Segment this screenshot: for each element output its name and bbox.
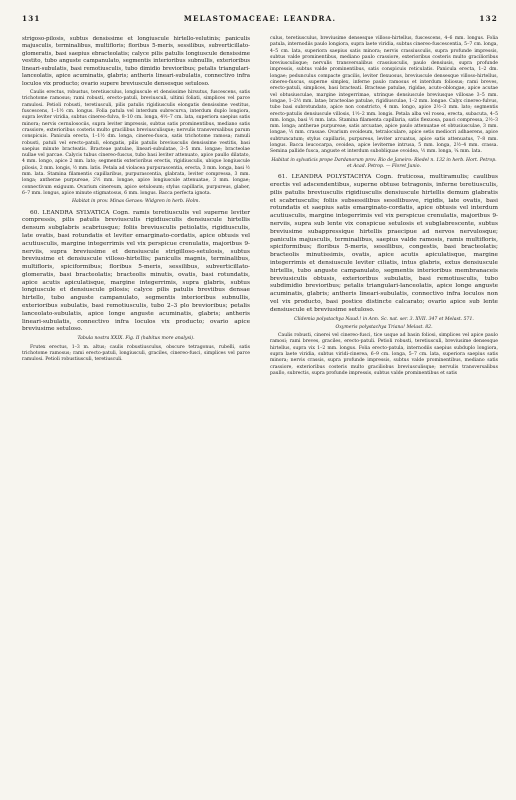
synonym-1: Clidemia polystachya Naud.! in Ann. Sc. nat. ser. 3. XVII. 347 et Melast. 571. xyxy=(294,316,474,322)
habitat-note: Habitat in prov. Minas Geraes: Widgren in herb. Holm. xyxy=(72,199,200,205)
species-description-detail: Caulis erectus, robustus, teretiusculus, longiuscule et densissime hirsutus, fuscescens, satis trichotome ramosus; rami robusti, erecto-patuli, breviusculi, ultimi foliati, simplices vel parce ramulosi. Petioli robusti, teretiusculi, pilis patulis rigidiusculis elongatis densissime vestitus, fuscescens, 1–1½ cm. longus. Folia patula vel interdum subrecurva, interdum duplo longiora, supra leviter viridia, subtus cinereo-fulva, 8–10 cm. longa, 4½–7 cm. lata, superiora saepius satis minora; nervis cernulosociis, supra leviter impressis, subtus satis prominentibus, mediano satis crassiore, exterioribus costeris multo gracilibus breviusculisque; nervulis transversalibus parum conspicuis. Panicula erecta, 1–1½ dm. longa, cinereo-fusca, satis trichotome ramosa; ramuli robusti, patuli vel erecto-patuli, elongatis, pilis patulis breviusculis densissime vestitis, basi saepius minute bracteatis. Bracteae patulae, lineari-subulatae, 3–5 mm. longae; bracteolae nullae vel parcae. Calycis tubus cinereo-fuscus, tubo basi leviter attenuato, apice paullo dilatato, 4 mm. longo, apice 2 mm. lato; segmentis exterioribus erectis, rigidiusculis, ubique longiuscule pilosis, 2 mm. longis, ½ mm. latis. Petala ad violacea purpurascentia, erecta, 3 mm. longa, basi ½ mm. lata. Stamina filamentis capillaribus, purpurascentia, glabrata, leviter compressa, 3 mm. longa; antherae purpureae, 2½ mm. longae, apice longiuscule attenuatae, 3 mm. longae; connectivum exiguum. Ovarium cinereum, apice setulosum; stylus capillaris, purpureus, glaber, 6–7 mm. longus, apice minute stigmatosus, 6 mm. longus. Bacca perfecta ignota. xyxy=(22,90,250,196)
habitat-note-60: Habitat in sylvaticis prope Dardanorum prov. Rio de Janeiro: Riedel n. 132 in herb. Hort. Petrop. et Acad. Petrop. — Floret Junio. xyxy=(271,157,497,169)
species-61-heading: 61. LEANDRA POLYSTACHYA Cogn. fruticosa, multiramulis; caulibus erectis vel adscendentibus, superne obtuse tetragonis, inferne teretiusculis, pilis patulis breviusculis rigidiusculis densiuscule hirtellis demum glabratis et scabriusculis; foliis subsessilibus sessilibusve, rigidis, late ovatis, basi rotundatis et saepius satis emarginato-cordatis, apice obtusis vel interdum acutiusculis, margine integerrimis vel vix perspicue crenulatis, majoribus 9-nerviis, supra sub lente vix conspicue setulosis et subglabrescente, subtus breviusime subappressique hirtellis praecipue ad nervos nervulosque; paniculis majusculis, terminalibus, saepius valde ramosis, ramis multifloris, spiciformibus; floribus 5-meris, sessilibus, congestis, basi bracteolatis; bracteolis minutissimis, ovatis, apice acutis apiculatisque, margine integerrimis et densiuscule leviter ciliatis, intus glabris, extus densiuscule hirtellis, tubo anguste campanulato, segmentis interioribus membranaceis breviusiculis obtusis, exterioribus subulatis, basi remotiusculis, tubo subdimidio brevioribus; petalis triangulari-lanceolatis, apice longe anguste acuminatis, glabris; antheris lineari-subulatis, connectivo infra loculos non vel vix producto, basi postice distincte calcarato; ovario apice sub lente densiuscule et breviusime setuloso. xyxy=(270,174,498,313)
right-column xyxy=(270,36,498,379)
running-title: MELASTOMACEAE: LEANDRA. xyxy=(183,14,337,23)
book-page xyxy=(22,14,498,790)
species-60-detail-continued: culus, teretiusculus, breviusime densesque villoso-hirtellus, fuscescens, 4–6 mm. longus. Folia patula, internodiis paulo longiora, supra laete viridia, subtus cinereo-fuscescentia, 5–7 cm. longa, 4–5 cm. lata, superiora saepius satis minora; nervis crassiusculis, supra profunde impressis, subtus valde prominentibus, mediano paulo crassiore, exterioribus costeris multo gracilioribus breviusculisque; nervulis transversalibus crassiusculis, paulo densiusis, supra profunde impressis, subtus valde prominentibus, satis conspicuis reticulatis. Panicula erecta, 1–2 dm. longae; pedunculus compacte gracilis, leviter flexuosus, breviuscule densesque villoso-hirtellus, cinereo-fuscus, superne simplex, inferne paulo ramosus et interdum foliosus; rami breves, erecto-patuli, simplices, basi bracteati. Bracteae patulae, rigidae, acuto-oblongae, apice acutae vel obtusiusculae, margine integerrimae, utrinque densiuscule breviusque villosae 3–5 mm. longae, 1–2½ mm. latae; bracteolae patulae, rigidiusculae, 1–2 mm. longae. Calyx cinereo-fulvus, tubo basi subrotundato, apice non constricto, 4 mm. longo, apice 2½–3 mm. lato; segmentis erecto-patulis densiuscule villosis, 1½–2 mm. longis. Petala alba vel rosea, erecta, subacuta, 4–5 mm. longa, basi ½ mm. lata. Stamina filamenta capillaria, satis flexuosa, pauci compressa, 2½–3 mm. longa; antherae purpureae, satis arcuatae, apice paulo attenuatae et obtusiusculae, 3 mm. longae, ½ mm. crassae. Ovarium ovoideum, tetraloculare, apice setis mediocri adhaerens, apice subtruncatum; stylus capillaris, purpureus, leviter arcuatus, apice satis attenuatus, 7–8 mm. longus. Bacca leucocarpa, ovoidea, apice leviterme intrusa, 5 mm. longa, 2½–4 mm. crassa. Semina pallide fusca, anguste et interdum subobliquae ovoidea, ½ mm. longa, ¼ mm. lata. xyxy=(270,36,498,155)
page-number-right: 132 xyxy=(479,14,498,23)
plate-reference: Tabula nostra XXIX. Fig. II (habitus more analysi). xyxy=(77,336,195,342)
running-header xyxy=(22,14,498,28)
page-number-left: 131 xyxy=(22,14,41,23)
description-continued: strigoso-pilosis, subtus densissime et longiuscule hirtello-velutinis; paniculis majusculis, terminalibus, multifloris; floribus 5-meris, sessilibus, subverticillato-glomeratis, basi saepius ebracteolatis; calyce pilis patulis longiuscule densissime vestito, tubo anguste campanulato, segmentis interioribus subnullis, exterioribus lineari-subulatis, basi remotiusculis, tubo dimidio brevioribus; petalis triangulari-lanceolatis, apice acuminatis, glabris; antheris lineari-subulatis, connectivo infra loculos vix producto; ovario supere breviuscule densesque setuloso. xyxy=(22,36,250,87)
species-61-detail: Caulis robusti, cinerei vel cinereo-fusci, tice usque ad basin foliosi, simplices vel apice paulo ramosi; rami breves, graciles, erecto-patuli. Petioli robusti, teretiusculi, breviusime densesque hirtellus, supra vix 1–2 mm. longus. Folia erecto-patula, internodiis saepius subduplo longiora, supra laete viridia, subtus viridi-cinerea, 6–9 cm. longa, 5–7 cm. lata, superiora saepius satis minora; nervis crassis, supra profunde impressis, subtus valde prominentibus, mediano satis crassiore, exterioribus costeris multo graciliobus breviusculisque; nervulis transversalibus paullo, subrectis, supra profunde impressis, subtus valde prominentibus et satis xyxy=(270,333,498,376)
synonym-2: Oxymeris polystachya Triana! Melast. 82. xyxy=(335,324,433,330)
species-60-heading: 60. LEANDRA SYLVATICA Cogn. ramis teretiusculis vel superne leviter compressis, pilis patulis breviusculis rigidiusculis densiuscule hirtellis densum subglabris scabriusque; foliis breviusculis petiolatis, rigidiusculis, late ovatis, basi rotundatis et leviter emarginato-cordatis, apice obtusis vel acutiusculis, margine integerrimis vel vix perspicue crenulatis, majoribus 9-nerviis, supra breviusime et densiuscule strigilloso-setulosis, subtus breviusime et densiuscule villoso-hirtellis; paniculis magnis, terminalibus, multifloris, spiciformibus; floribus 5-meris, sessilibus, subverticillato-glomeratis, basi bracteolatis; bracteolis minutis, ovatis, basi rotundatis, apice acutis apiculatisque, margine integerrimis, supra glabris, subtus longiuscule et densiuscule pilosis; calyce pilis patulis breviibus densae hirtello, tubo anguste campanulato, segmentis interioribus subnullis, exterioribus subulatis, basi remotiusculis, tubo 2–3 plo brevioribus; petalis lanceolato-subulatis, apice longe anguste acuminatis, glabris; antheris lineari-subulatis, connectivo infra loculos vix producto; ovario apice breviusime setuloso. xyxy=(22,209,250,333)
species-60-detail: Frutex erectus, 1–3 m. altus; caulis robustiusculus, obscure tetragonus, rubelli, satis trichotome ramosus; rami erecto-patuli, longiusculi, graciles, cinereo-fusci, simplices vel parce ramulosi. Petioli robustiusculi, teretiusculi. xyxy=(22,344,250,363)
left-column xyxy=(22,36,250,365)
